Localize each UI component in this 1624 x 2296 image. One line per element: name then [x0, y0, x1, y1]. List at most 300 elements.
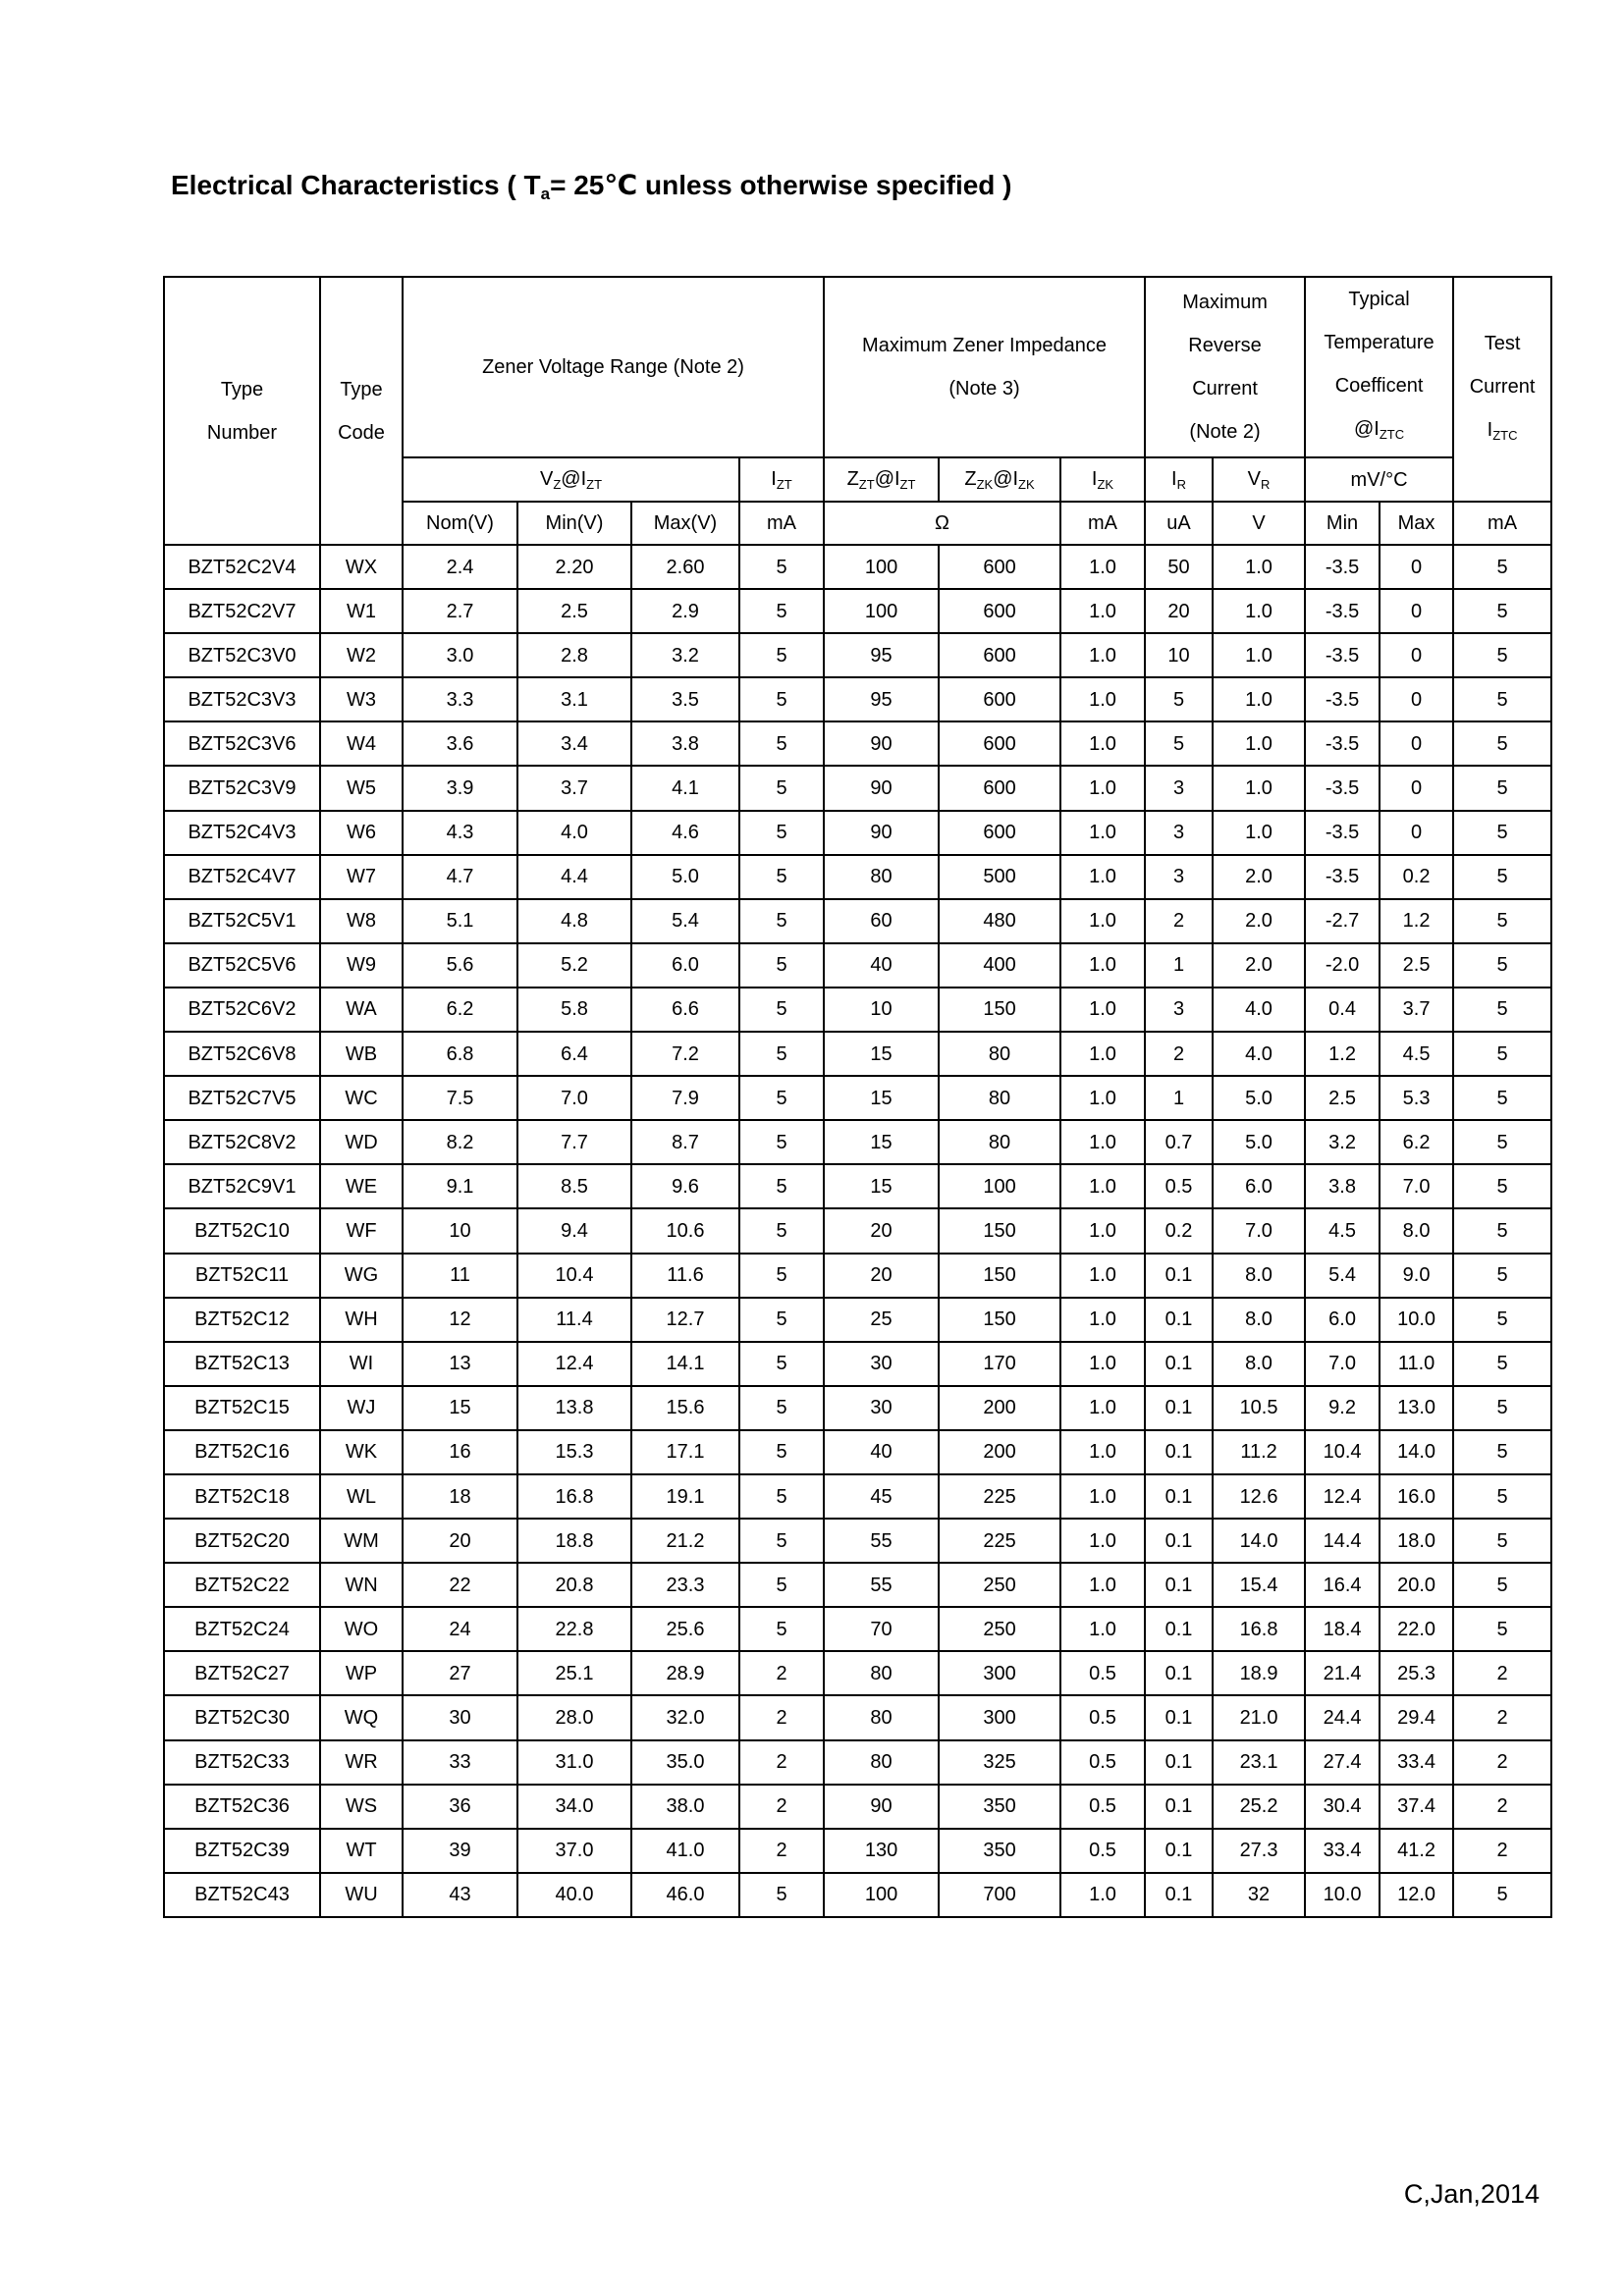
vr-cell: 15.4: [1213, 1563, 1305, 1607]
vz-nom-cell: 22: [403, 1563, 517, 1607]
test-current-cell: 5: [1453, 988, 1551, 1032]
tc-max-cell: 8.0: [1380, 1208, 1453, 1253]
table-row: [164, 1386, 1551, 1430]
unit-test-current: mA: [1453, 502, 1551, 545]
vz-max-cell: 35.0: [631, 1740, 739, 1785]
vz-min-cell: 4.8: [517, 899, 631, 943]
ir-cell: 3: [1145, 855, 1213, 899]
ir-cell: 0.1: [1145, 1298, 1213, 1342]
zzt-cell: 20: [824, 1254, 939, 1298]
test-current-cell: 5: [1453, 1164, 1551, 1208]
vz-max-cell: 5.0: [631, 855, 739, 899]
ir-cell: 2: [1145, 899, 1213, 943]
zzt-cell: 20: [824, 1208, 939, 1253]
zzt-cell: 95: [824, 677, 939, 721]
tc-max-cell: 16.0: [1380, 1474, 1453, 1519]
table-row: [164, 1474, 1551, 1519]
ir-cell: 0.1: [1145, 1829, 1213, 1873]
izk-cell: 1.0: [1060, 677, 1145, 721]
test-current-cell: 5: [1453, 1386, 1551, 1430]
tc-max-cell: 0: [1380, 589, 1453, 633]
tc-max-cell: 3.7: [1380, 988, 1453, 1032]
tc-max-cell: 0.2: [1380, 855, 1453, 899]
tc-min-cell: 3.2: [1305, 1120, 1380, 1164]
type-number-cell: BZT52C5V1: [164, 899, 320, 943]
izt-cell: 5: [739, 1298, 824, 1342]
vz-min-cell: 8.5: [517, 1164, 631, 1208]
unit-nom: Nom(V): [403, 502, 517, 545]
test-current-cell: 5: [1453, 1076, 1551, 1120]
table-row: [164, 1342, 1551, 1386]
vr-cell: 18.9: [1213, 1651, 1305, 1695]
izt-cell: 5: [739, 1120, 824, 1164]
vz-nom-cell: 6.8: [403, 1032, 517, 1076]
tc-min-cell: 5.4: [1305, 1254, 1380, 1298]
table-row: [164, 1873, 1551, 1917]
vz-max-cell: 3.2: [631, 633, 739, 677]
zzk-cell: 400: [939, 943, 1060, 988]
zzt-cell: 130: [824, 1829, 939, 1873]
type-number-cell: BZT52C43: [164, 1873, 320, 1917]
vz-nom-cell: 27: [403, 1651, 517, 1695]
tc-max-cell: 0: [1380, 677, 1453, 721]
vz-min-cell: 6.4: [517, 1032, 631, 1076]
vz-max-cell: 28.9: [631, 1651, 739, 1695]
type-number-cell: BZT52C3V9: [164, 766, 320, 810]
izk-cell: 1.0: [1060, 1208, 1145, 1253]
table-header: [164, 277, 1551, 545]
vz-nom-cell: 5.6: [403, 943, 517, 988]
type-number-header: Type Number: [164, 277, 320, 545]
tc-min-cell: 7.0: [1305, 1342, 1380, 1386]
type-code-cell: WU: [320, 1873, 403, 1917]
izk-cell: 1.0: [1060, 988, 1145, 1032]
type-code-cell: W5: [320, 766, 403, 810]
type-code-cell: WS: [320, 1785, 403, 1829]
table-row: [164, 721, 1551, 766]
type-code-cell: WQ: [320, 1695, 403, 1739]
type-code-cell: W2: [320, 633, 403, 677]
tc-max-cell: 37.4: [1380, 1785, 1453, 1829]
izk-cell: 1.0: [1060, 766, 1145, 810]
vz-nom-cell: 3.0: [403, 633, 517, 677]
test-current-cell: 5: [1453, 1120, 1551, 1164]
vz-max-cell: 23.3: [631, 1563, 739, 1607]
izk-cell: 1.0: [1060, 1254, 1145, 1298]
type-number-cell: BZT52C11: [164, 1254, 320, 1298]
zzt-cell: 40: [824, 943, 939, 988]
type-number-cell: BZT52C30: [164, 1695, 320, 1739]
vz-max-cell: 7.9: [631, 1076, 739, 1120]
zzk-cell: 200: [939, 1430, 1060, 1474]
zzt-cell: 90: [824, 766, 939, 810]
table-row: [164, 1785, 1551, 1829]
zzt-cell: 90: [824, 811, 939, 855]
zzk-cell: 350: [939, 1785, 1060, 1829]
izt-cell: 5: [739, 1430, 824, 1474]
tc-max-cell: 0: [1380, 545, 1453, 589]
izk-cell: 1.0: [1060, 1607, 1145, 1651]
vz-min-cell: 5.2: [517, 943, 631, 988]
vz-nom-cell: 6.2: [403, 988, 517, 1032]
zzk-cell: 250: [939, 1563, 1060, 1607]
vz-min-cell: 31.0: [517, 1740, 631, 1785]
type-number-cell: BZT52C13: [164, 1342, 320, 1386]
tc-min-cell: -3.5: [1305, 589, 1380, 633]
vz-min-cell: 3.7: [517, 766, 631, 810]
vz-max-cell: 14.1: [631, 1342, 739, 1386]
zzk-cell: 300: [939, 1651, 1060, 1695]
type-code-cell: WP: [320, 1651, 403, 1695]
tc-max-cell: 10.0: [1380, 1298, 1453, 1342]
vz-min-cell: 37.0: [517, 1829, 631, 1873]
ir-cell: 0.1: [1145, 1519, 1213, 1563]
vz-nom-cell: 2.4: [403, 545, 517, 589]
vz-min-cell: 7.7: [517, 1120, 631, 1164]
ir-cell: 1: [1145, 943, 1213, 988]
type-code-cell: WO: [320, 1607, 403, 1651]
max-reverse-header: Maximum Reverse Current (Note 2): [1145, 277, 1305, 457]
zzk-header: $Z_{ZK}@I_{ZK}$: [939, 457, 1060, 502]
type-code-cell: WI: [320, 1342, 403, 1386]
test-current-cell: 5: [1453, 545, 1551, 589]
izt-cell: 5: [739, 988, 824, 1032]
zzt-cell: 90: [824, 721, 939, 766]
ir-cell: 5: [1145, 721, 1213, 766]
vz-min-cell: 3.4: [517, 721, 631, 766]
ir-cell: 0.1: [1145, 1651, 1213, 1695]
izk-cell: 1.0: [1060, 1474, 1145, 1519]
vz-min-cell: 2.5: [517, 589, 631, 633]
table-row: [164, 589, 1551, 633]
izt-cell: 5: [739, 811, 824, 855]
zzk-cell: 150: [939, 1298, 1060, 1342]
zzk-cell: 350: [939, 1829, 1060, 1873]
type-code-cell: WD: [320, 1120, 403, 1164]
test-current-cell: 5: [1453, 1873, 1551, 1917]
izk-cell: 1.0: [1060, 721, 1145, 766]
table-row: [164, 1254, 1551, 1298]
tc-max-cell: 29.4: [1380, 1695, 1453, 1739]
type-number-cell: BZT52C24: [164, 1607, 320, 1651]
table-row: [164, 1164, 1551, 1208]
ir-cell: 3: [1145, 988, 1213, 1032]
vz-max-cell: 6.0: [631, 943, 739, 988]
ir-cell: 0.1: [1145, 1342, 1213, 1386]
vz-nom-cell: 33: [403, 1740, 517, 1785]
vz-min-cell: 15.3: [517, 1430, 631, 1474]
vz-max-cell: 7.2: [631, 1032, 739, 1076]
vz-nom-cell: 24: [403, 1607, 517, 1651]
vz-max-cell: 12.7: [631, 1298, 739, 1342]
vr-cell: 1.0: [1213, 677, 1305, 721]
type-code-cell: WR: [320, 1740, 403, 1785]
test-current-cell: 5: [1453, 943, 1551, 988]
tc-min-cell: 24.4: [1305, 1695, 1380, 1739]
type-number-cell: BZT52C22: [164, 1563, 320, 1607]
tc-max-cell: 11.0: [1380, 1342, 1453, 1386]
table-row: [164, 633, 1551, 677]
type-number-cell: BZT52C36: [164, 1785, 320, 1829]
test-current-cell: 5: [1453, 1298, 1551, 1342]
test-current-cell: 2: [1453, 1651, 1551, 1695]
type-number-cell: BZT52C7V5: [164, 1076, 320, 1120]
zzt-cell: 90: [824, 1785, 939, 1829]
vz-min-cell: 25.1: [517, 1651, 631, 1695]
ir-header: $I_R$: [1145, 457, 1213, 502]
tc-min-cell: -2.0: [1305, 943, 1380, 988]
vr-header: $V_R$: [1213, 457, 1305, 502]
izk-cell: 1.0: [1060, 1164, 1145, 1208]
type-number-cell: BZT52C33: [164, 1740, 320, 1785]
vr-cell: 1.0: [1213, 545, 1305, 589]
vr-cell: 12.6: [1213, 1474, 1305, 1519]
zzk-cell: 80: [939, 1032, 1060, 1076]
izk-cell: 1.0: [1060, 589, 1145, 633]
type-code-cell: W4: [320, 721, 403, 766]
ir-cell: 5: [1145, 677, 1213, 721]
vz-nom-cell: 13: [403, 1342, 517, 1386]
vr-cell: 5.0: [1213, 1076, 1305, 1120]
zzt-cell: 40: [824, 1430, 939, 1474]
zzt-cell: 80: [824, 1740, 939, 1785]
type-code-cell: WJ: [320, 1386, 403, 1430]
izt-cell: 5: [739, 1032, 824, 1076]
test-current-cell: 5: [1453, 1342, 1551, 1386]
test-current-cell: 5: [1453, 1474, 1551, 1519]
ir-cell: 0.1: [1145, 1386, 1213, 1430]
vz-min-cell: 28.0: [517, 1695, 631, 1739]
tc-min-cell: 21.4: [1305, 1651, 1380, 1695]
zzt-cell: 15: [824, 1120, 939, 1164]
table-body: [164, 545, 1551, 1917]
izk-cell: 1.0: [1060, 1386, 1145, 1430]
vz-nom-cell: 3.9: [403, 766, 517, 810]
vz-min-cell: 18.8: [517, 1519, 631, 1563]
zzk-cell: 480: [939, 899, 1060, 943]
vz-min-cell: 4.4: [517, 855, 631, 899]
tc-unit-header: mV/°C: [1305, 457, 1453, 502]
vz-min-cell: 13.8: [517, 1386, 631, 1430]
type-code-cell: WK: [320, 1430, 403, 1474]
izt-cell: 5: [739, 1254, 824, 1298]
type-number-cell: BZT52C2V4: [164, 545, 320, 589]
tc-min-cell: 3.8: [1305, 1164, 1380, 1208]
zzk-cell: 600: [939, 677, 1060, 721]
tc-min-cell: 2.5: [1305, 1076, 1380, 1120]
zzk-cell: 100: [939, 1164, 1060, 1208]
type-code-cell: WX: [320, 545, 403, 589]
vr-cell: 6.0: [1213, 1164, 1305, 1208]
vz-min-cell: 2.20: [517, 545, 631, 589]
temp-coeff-header: Typical Temperature Coefficent $@I_{ZTC}$: [1305, 277, 1453, 457]
test-current-cell: 5: [1453, 633, 1551, 677]
type-number-cell: BZT52C20: [164, 1519, 320, 1563]
max-impedance-header: Maximum Zener Impedance (Note 3): [824, 277, 1145, 457]
tc-max-cell: 0: [1380, 811, 1453, 855]
test-current-cell: 5: [1453, 899, 1551, 943]
tc-max-cell: 1.2: [1380, 899, 1453, 943]
table-row: [164, 943, 1551, 988]
tc-min-cell: 27.4: [1305, 1740, 1380, 1785]
zzk-cell: 325: [939, 1740, 1060, 1785]
izk-cell: 1.0: [1060, 811, 1145, 855]
type-code-cell: WF: [320, 1208, 403, 1253]
izk-cell: 1.0: [1060, 943, 1145, 988]
unit-izt: mA: [739, 502, 824, 545]
unit-ohm: Ω: [824, 502, 1060, 545]
vz-max-cell: 25.6: [631, 1607, 739, 1651]
vz-min-cell: 10.4: [517, 1254, 631, 1298]
vr-cell: 5.0: [1213, 1120, 1305, 1164]
izt-cell: 2: [739, 1829, 824, 1873]
izk-cell: 1.0: [1060, 1563, 1145, 1607]
zzt-cell: 95: [824, 633, 939, 677]
ir-cell: 0.1: [1145, 1607, 1213, 1651]
vz-nom-cell: 3.3: [403, 677, 517, 721]
vz-max-cell: 3.5: [631, 677, 739, 721]
unit-ir: uA: [1145, 502, 1213, 545]
zzt-cell: 60: [824, 899, 939, 943]
izt-cell: 5: [739, 899, 824, 943]
izt-cell: 2: [739, 1785, 824, 1829]
zzt-cell: 80: [824, 855, 939, 899]
ir-cell: 0.1: [1145, 1695, 1213, 1739]
vz-max-cell: 9.6: [631, 1164, 739, 1208]
izk-cell: 1.0: [1060, 633, 1145, 677]
ir-cell: 1: [1145, 1076, 1213, 1120]
vr-cell: 2.0: [1213, 855, 1305, 899]
tc-min-cell: -3.5: [1305, 545, 1380, 589]
vz-max-cell: 32.0: [631, 1695, 739, 1739]
zzk-cell: 80: [939, 1120, 1060, 1164]
izk-cell: 0.5: [1060, 1740, 1145, 1785]
vz-max-cell: 4.1: [631, 766, 739, 810]
vz-nom-cell: 15: [403, 1386, 517, 1430]
vz-max-cell: 6.6: [631, 988, 739, 1032]
test-current-cell: 5: [1453, 1208, 1551, 1253]
vz-nom-cell: 10: [403, 1208, 517, 1253]
ir-cell: 2: [1145, 1032, 1213, 1076]
ir-cell: 3: [1145, 766, 1213, 810]
unit-tc-max: Max: [1380, 502, 1453, 545]
type-code-cell: WA: [320, 988, 403, 1032]
test-current-cell: 2: [1453, 1829, 1551, 1873]
table-row: [164, 1120, 1551, 1164]
table-row: [164, 1032, 1551, 1076]
vz-max-cell: 11.6: [631, 1254, 739, 1298]
unit-izk: mA: [1060, 502, 1145, 545]
zzk-cell: 150: [939, 1254, 1060, 1298]
vr-cell: 32: [1213, 1873, 1305, 1917]
vz-nom-cell: 39: [403, 1829, 517, 1873]
table-row: [164, 1695, 1551, 1739]
type-code-header: Type Code: [320, 277, 403, 545]
type-number-cell: BZT52C9V1: [164, 1164, 320, 1208]
zzk-cell: 700: [939, 1873, 1060, 1917]
vz-max-cell: 38.0: [631, 1785, 739, 1829]
type-code-cell: W8: [320, 899, 403, 943]
izt-cell: 5: [739, 1873, 824, 1917]
zzt-cell: 100: [824, 1873, 939, 1917]
zzk-cell: 250: [939, 1607, 1060, 1651]
vz-max-cell: 15.6: [631, 1386, 739, 1430]
vr-cell: 1.0: [1213, 589, 1305, 633]
vz-max-cell: 2.60: [631, 545, 739, 589]
unit-min: Min(V): [517, 502, 631, 545]
zzk-cell: 150: [939, 988, 1060, 1032]
vr-cell: 7.0: [1213, 1208, 1305, 1253]
vz-min-cell: 40.0: [517, 1873, 631, 1917]
zzt-cell: 55: [824, 1563, 939, 1607]
type-number-cell: BZT52C3V6: [164, 721, 320, 766]
table-row: [164, 1076, 1551, 1120]
tc-min-cell: -3.5: [1305, 811, 1380, 855]
izt-cell: 5: [739, 1208, 824, 1253]
zzk-cell: 600: [939, 811, 1060, 855]
tc-min-cell: -3.5: [1305, 633, 1380, 677]
tc-min-cell: 0.4: [1305, 988, 1380, 1032]
izt-cell: 5: [739, 1076, 824, 1120]
vr-cell: 27.3: [1213, 1829, 1305, 1873]
ir-cell: 0.1: [1145, 1474, 1213, 1519]
vr-cell: 14.0: [1213, 1519, 1305, 1563]
izk-cell: 1.0: [1060, 1298, 1145, 1342]
izk-cell: 1.0: [1060, 1342, 1145, 1386]
izt-cell: 2: [739, 1651, 824, 1695]
type-number-cell: BZT52C15: [164, 1386, 320, 1430]
unit-max: Max(V): [631, 502, 739, 545]
table-row: [164, 766, 1551, 810]
vz-nom-cell: 20: [403, 1519, 517, 1563]
table-row: [164, 899, 1551, 943]
vr-cell: 11.2: [1213, 1430, 1305, 1474]
ir-cell: 0.1: [1145, 1873, 1213, 1917]
izt-cell: 5: [739, 1386, 824, 1430]
tc-max-cell: 14.0: [1380, 1430, 1453, 1474]
vz-min-cell: 2.8: [517, 633, 631, 677]
tc-min-cell: 18.4: [1305, 1607, 1380, 1651]
type-code-cell: W6: [320, 811, 403, 855]
vz-nom-cell: 9.1: [403, 1164, 517, 1208]
izk-cell: 1.0: [1060, 1430, 1145, 1474]
zzk-cell: 80: [939, 1076, 1060, 1120]
izt-cell: 5: [739, 545, 824, 589]
vr-cell: 8.0: [1213, 1298, 1305, 1342]
vz-nom-cell: 5.1: [403, 899, 517, 943]
izk-cell: 0.5: [1060, 1651, 1145, 1695]
type-number-cell: BZT52C18: [164, 1474, 320, 1519]
vz-nom-cell: 11: [403, 1254, 517, 1298]
type-number-cell: BZT52C2V7: [164, 589, 320, 633]
ir-cell: 20: [1145, 589, 1213, 633]
zzt-cell: 25: [824, 1298, 939, 1342]
izt-cell: 2: [739, 1695, 824, 1739]
vz-max-cell: 10.6: [631, 1208, 739, 1253]
izt-cell: 5: [739, 943, 824, 988]
test-current-cell: 5: [1453, 1430, 1551, 1474]
tc-min-cell: 12.4: [1305, 1474, 1380, 1519]
vr-cell: 25.2: [1213, 1785, 1305, 1829]
ir-cell: 10: [1145, 633, 1213, 677]
test-current-cell: 5: [1453, 589, 1551, 633]
type-number-cell: BZT52C3V0: [164, 633, 320, 677]
test-current-cell: 5: [1453, 721, 1551, 766]
type-code-cell: WC: [320, 1076, 403, 1120]
type-code-cell: WN: [320, 1563, 403, 1607]
vz-max-cell: 5.4: [631, 899, 739, 943]
unit-vr: V: [1213, 502, 1305, 545]
